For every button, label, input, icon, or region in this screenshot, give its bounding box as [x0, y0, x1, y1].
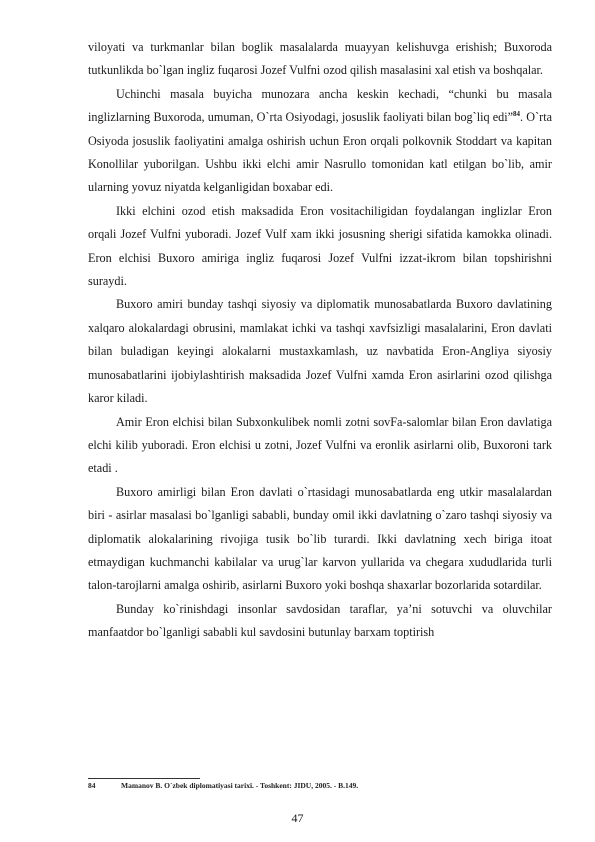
- paragraph-3: Ikki elchini ozod etish maksadida Eron vositachiligidan foydalangan inglizlar Eron orqali Jozef Vulfni yuboradi. Jozef Vulf xam ikki josusning sherigi sifatida kamokka olinadi. Eron elchisi Buxoro amiriga ingliz fuqarosi Jozef Vulfni izzat-ikrom bilan topshirishni suraydi.: [88, 203, 552, 289]
- footnote-reference[interactable]: 84: [513, 110, 521, 119]
- paragraph-4: Buxoro amiri bunday tashqi siyosiy va diplomatik munosabatlarda Buxoro davlatining xalqaro alokalardagi obrusini, mamlakat ichki va tashqi xavfsizligi masalalarini, Eron davlati bilan buladigan keyingi alokalarni mustaxkamlash, uz navbatida Eron-Angliya siyosiy munosabatlarini ijobiylashtirish maksadida Jozef Vulfni xamda Eron asirlarini ozod qilishga karor kiladi.: [88, 297, 552, 406]
- footnote-text: Mamanov B. O`zbek diplomatiyasi tarixi. - Toshkent: JIDU, 2005. - B.149.: [121, 781, 359, 790]
- paragraph-2: Uchinchi masala buyicha munozara ancha keskin kechadi, “chunki bu masala inglizlarning Buxoroda, umuman, O`rta Osiyodagi, josuslik faoliyati bilan bog`liq edi”$^{84}$. O`rta Osiyoda josuslik faoliyatini amalga oshirish uchun Eron orqali polkovnik Stoddart va kapitan Konollilar yuborilgan. Ushbu ikki elchi amir Nasrullo tomonidan katl etilgan bo`lib, amir ularning yovuz niyatda kelganligidan boxabar edi.: [88, 86, 552, 195]
- paragraph-6: Buxoro amirligi bilan Eron davlati o`rtasidagi munosabatlarda eng utkir masalalardan biri - asirlar masalasi bo`lganligi sababli, bunday omil ikki davlatning o`zaro tashqi siyosiy va diplomatik alokalarining rivojiga tusik bo`lib turardi. Ikki davlatning xech biriga itoat etmaydigan kuchmanchi kabilalar va urug`lar karvon yullarida va chegara xududlarida turli talon-tarojlarni amalga oshirib, asirlarni Buxoro yoki boshqa shaxarlar bozorlarida sotardilar.: [88, 484, 552, 593]
- paragraph-1: viloyati va turkmanlar bilan boglik masalalarda muayyan kelishuvga erishish; Buxoroda tutkunlikda bo`lgan ingliz fuqarosi Jozef Vulfni ozod qilish masalasini xal etish va boshqalar.: [88, 40, 552, 78]
- footnote: [88, 781, 552, 790]
- page-body: [88, 36, 552, 645]
- footnote-divider: [88, 778, 200, 779]
- paragraph-5: Amir Eron elchisi bilan Subxonkulibek nomli zotni sovFa-salomlar bilan Eron davlatiga elchi kilib yuboradi. Eron elchisi u zotni, Jozef Vulfni va eronlik asirlarni olib, Buxoroni tark etadi .: [88, 414, 552, 476]
- footnote-number: 84: [88, 781, 96, 790]
- page-number: 47: [291, 811, 304, 825]
- paragraph-7: Bunday ko`rinishdagi insonlar savdosidan taraflar, ya’ni sotuvchi va oluvchilar manfaatdor bo`lganligi sababli kul savdosini butunlay barxam toptirish: [88, 601, 552, 640]
